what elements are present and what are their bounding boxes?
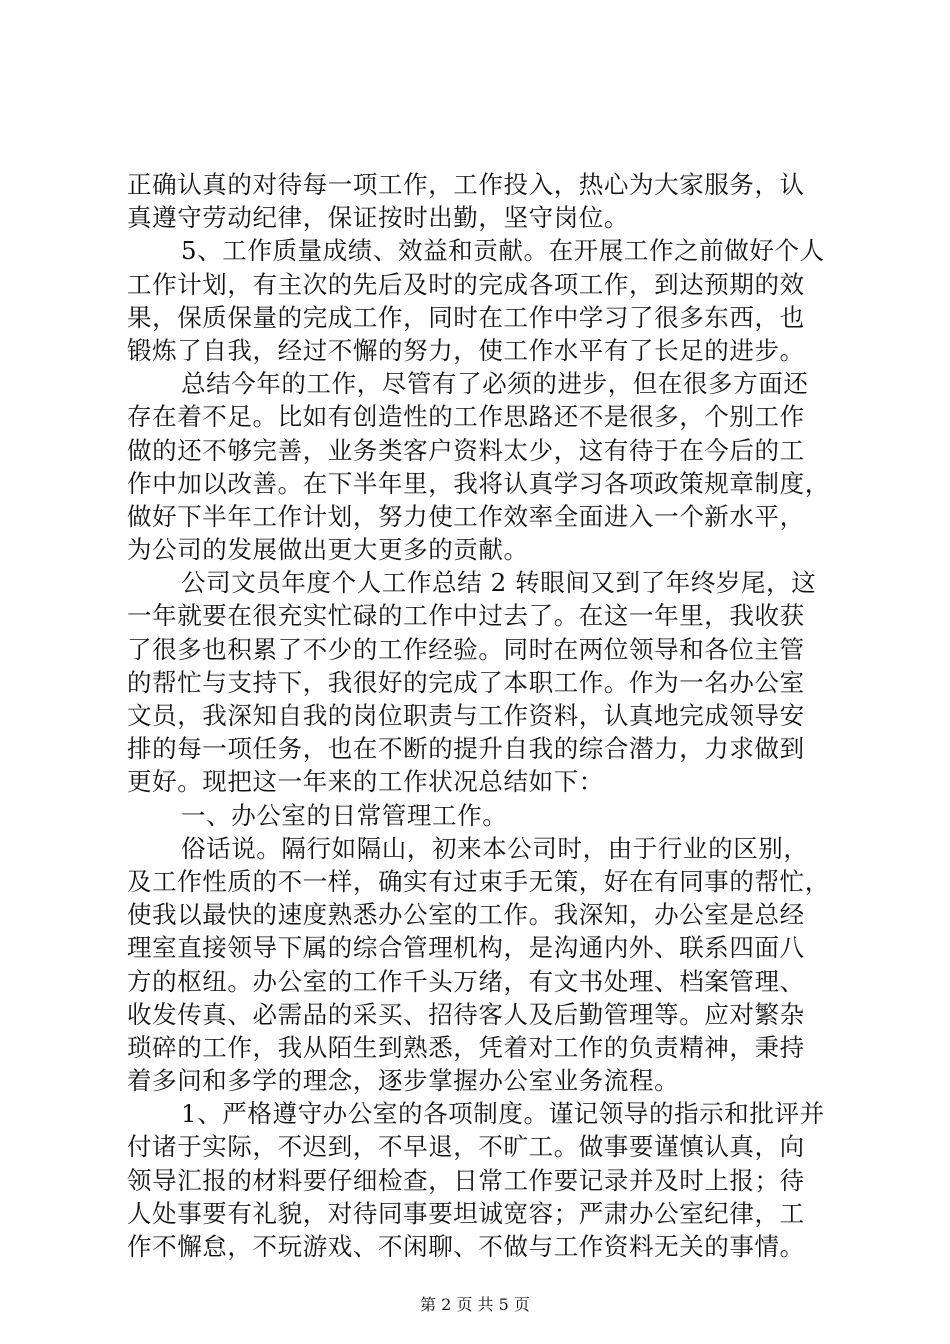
text-line: 总结今年的工作，尽管有了必须的进步，但在很多方面还: [181, 369, 809, 399]
text-line: 做好下半年工作计划，努力使工作效率全面进入一个新水平，: [127, 501, 805, 531]
text-line: 1、严格遵守办公室的各项制度。谨记领导的指示和批评并: [181, 1099, 825, 1129]
text-line: 的帮忙与支持下，我很好的完成了本职工作。作为一名办公室: [127, 667, 805, 697]
text-line: 排的每一项任务，也在不断的提升自我的综合潜力，力求做到: [127, 734, 805, 764]
text-line: 领导汇报的材料要仔细检查，日常工作要记录并及时上报；待: [127, 1165, 805, 1195]
text-line: 俗话说。隔行如隔山，初来本公司时，由于行业的区别，: [181, 833, 809, 863]
text-line: 付诸于实际，不迟到，不早退，不旷工。做事要谨慎认真，向: [127, 1132, 805, 1162]
text-line: 果，保质保量的完成工作，同时在工作中学习了很多东西，也: [127, 302, 805, 332]
document-body: [127, 168, 832, 1263]
text-line: 理室直接领导下属的综合管理机构，是沟通内外、联系四面八: [127, 933, 805, 963]
text-line: 及工作性质的不一样，确实有过束手无策，好在有同事的帮忙，: [127, 866, 830, 896]
text-line: 正确认真的对待每一项工作，工作投入，热心为大家服务，认: [127, 170, 805, 199]
text-line: 做的还不够完善，业务类客户资料太少，这有待于在今后的工: [127, 435, 805, 465]
text-line: 锻炼了自我，经过不懈的努力，使工作水平有了长足的进步。: [127, 335, 805, 365]
text-line: 人处事要有礼貌，对待同事要坦诚宽容；严肃办公室纪律，工: [127, 1198, 805, 1228]
text-line: 方的枢纽。办公室的工作千头万绪，有文书处理、档案管理、: [127, 966, 805, 996]
text-line: 作不懈怠，不玩游戏、不闲聊、不做与工作资料无关的事情。: [127, 1232, 805, 1261]
text-line: 一年就要在很充实忙碌的工作中过去了。在这一年里，我收获: [127, 601, 805, 631]
text-line: 公司文员年度个人工作总结 2 转眼间又到了年终岁尾，这: [181, 568, 817, 598]
page-footer: 第 2 页 共 5 页: [420, 1295, 530, 1314]
text-line: 真遵守劳动纪律，保证按时出勤，坚守岗位。: [127, 203, 629, 233]
text-line: 工作计划，有主次的先后及时的完成各项工作，到达预期的效: [127, 269, 805, 299]
text-line: 了很多也积累了不少的工作经验。同时在两位领导和各位主管: [127, 634, 805, 664]
text-line: 存在着不足。比如有创造性的工作思路还不是很多，个别工作: [127, 402, 805, 432]
text-line: 文员，我深知自我的岗位职责与工作资料，认真地完成领导安: [127, 701, 805, 730]
text-line: 为公司的发展做出更大更多的贡献。: [127, 535, 529, 565]
text-line: 使我以最快的速度熟悉办公室的工作。我深知，办公室是总经: [127, 900, 805, 930]
text-line: 一、办公室的日常管理工作。: [181, 800, 508, 830]
text-line: 收发传真、必需品的采买、招待客人及后勤管理等。应对繁杂: [127, 999, 805, 1029]
text-line: 5、工作质量成绩、效益和贡献。在开展工作之前做好个人: [181, 236, 825, 266]
text-line: 更好。现把这一年来的工作状况总结如下：: [127, 767, 604, 797]
text-line: 琐碎的工作，我从陌生到熟悉，凭着对工作的负责精神，秉持: [127, 1032, 805, 1062]
text-line: 作中加以改善。在下半年里，我将认真学习各项政策规章制度，: [127, 468, 830, 498]
text-line: 着多问和多学的理念，逐步掌握办公室业务流程。: [127, 1066, 680, 1096]
